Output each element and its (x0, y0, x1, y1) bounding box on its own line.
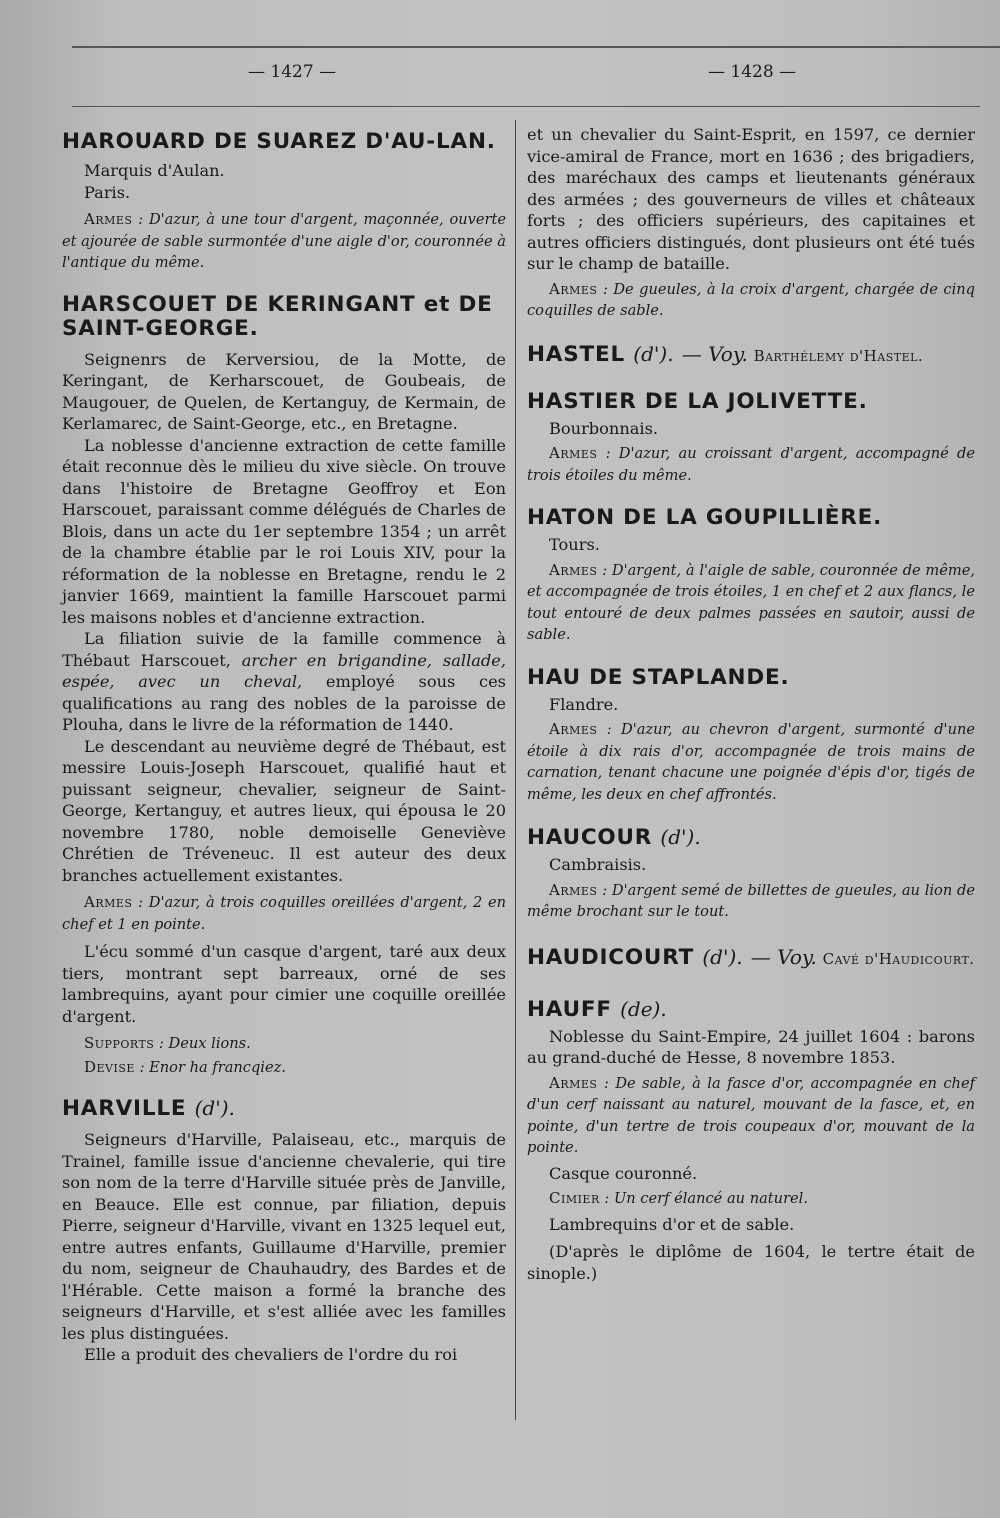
arms-blazon: : D'azur, au croissant d'argent, accompagné de trois étoiles du même. (527, 445, 975, 484)
arms-label: Armes (549, 560, 598, 579)
arms-blazon: : D'azur, à trois coquilles oreillées d'argent, 2 en chef et 1 en pointe. (62, 894, 507, 933)
paragraph-part: La filiation suivie de la famille commence à Thébaut Harscouet, (62, 629, 506, 670)
arms-blazon: : De gueules, à la croix d'argent, chargée de cinq coquilles de sable. (527, 280, 975, 319)
entry-line: Marquis d'Aulan. (84, 161, 225, 180)
header-rule (72, 106, 980, 107)
cimier-text (527, 1188, 975, 1210)
arms-label: Armes (84, 210, 133, 228)
arms-blazon: : D'azur, au chevron d'argent, surmonté d'une étoile à dix rais d'or, accompagnée de trois mains de carnation, tenant chacune une poignée d'épis d'or, tigés de même, les deux en chef affrontés. (527, 721, 976, 803)
continued-paragraph: et un chevalier du Saint-Esprit, en 1597, ce dernier vice-amiral de France, mort en 1636 ; des brigadiers, des maréchaux des camps et lieutenants généraux des armées ; des gouverneurs de villes et châteaux forts ; des officiers supérieurs, des capitaines et autres officiers distingués, dont plusieurs ont été tués sur le champ de bataille. (527, 125, 975, 273)
entry-harouard (62, 130, 506, 274)
entry-title: HARSCOUET DE KERINGANT et DE SAINT-GEORGE. (62, 291, 493, 341)
arms-text (62, 209, 506, 274)
entry-hau (527, 666, 975, 806)
entry-harville (62, 1096, 506, 1366)
paragraph (62, 628, 506, 736)
arms-blazon: : De sable, à la fasce d'or, accompagnée en chef d'un cerf naissant au naturel, mouvant de la fasce, et, en pointe, d'un tertre de trois coupeaux d'or, mouvant de la pointe. (527, 1074, 975, 1156)
voy-label: — Voy. (681, 341, 748, 366)
arms-text (62, 892, 506, 935)
top-rule (72, 46, 1000, 48)
entry-particle: (d'). (702, 944, 743, 969)
right-column (527, 125, 976, 1284)
paragraph-part: employé sous ces qualifications au rang des nobles de la paroisse de Plouha, dans le livre de la réformation de 1440. (62, 672, 506, 734)
entry-title (527, 945, 975, 971)
entry-title: HASTIER DE LA JOLIVETTE. (527, 388, 868, 414)
arms-label: Armes (549, 1073, 598, 1092)
arms-text (527, 279, 975, 322)
entry-particle: (de). (620, 996, 667, 1021)
devise-value: : Enor ha francqiez. (139, 1058, 286, 1076)
entry-title: HAU DE STAPLANDE. (527, 664, 790, 690)
paragraph: Le descendant au neuvième degré de Thébaut, est messire Louis-Joseph Harscouet, qualifié haut et puissant seigneur, chevalier, seigneur de Saint-George, Kertanguy, et autres lieux, qui épousa le 20 novembre 1780, noble demoiselle Geneviève Chrétien de Tréveneuc. Il est auteur des deux branches actuellement existantes. (62, 736, 506, 885)
entry-hastier (527, 390, 975, 487)
entry-particle: (d'). (660, 825, 701, 849)
entry-title (62, 1096, 506, 1121)
entry-name: HARVILLE (62, 1096, 187, 1121)
entry-haudicourt (527, 945, 975, 971)
entry-particle: (d'). (194, 1096, 235, 1120)
entry-particle: (d'). (633, 341, 674, 366)
paragraph-italic: archer en brigandine, sallade, espée, avec un cheval, (62, 650, 506, 691)
arms-label: Armes (84, 893, 133, 911)
paragraph: Seigneurs d'Harville, Palaiseau, etc., marquis de Trainel, famille issue d'ancienne chevalerie, qui tire son nom de la terre d'Harville située près de Janville, en Beauce. Elle est connue, par filiation, depuis Pierre, seigneur d'Harville, vivant en 1325 lequel eut, entre autres enfants, Guillaume d'Harville, premier du nom, seigneur de Chauhaudry, des Bardes et de l'Hérable. Cette maison a formé la branche des seigneurs d'Harville, et s'est alliée avec les familles les plus distinguées. (62, 1130, 506, 1343)
supports-text (62, 1033, 506, 1055)
entry-haucour (527, 825, 975, 923)
entry-hauff (527, 997, 975, 1285)
arms-label: Armes (549, 444, 598, 462)
arms-blazon: : D'argent, à l'aigle de sable, couronnée de même, et accompagnée de trois étoiles, 1 en chef et 2 aux flancs, le tout entouré de deux palmes passées en sautoir, aussi de sable. (527, 561, 976, 643)
cimier-label: Cimier (549, 1189, 600, 1207)
arms-label: Armes (549, 279, 598, 298)
voy-label: — Voy. (750, 944, 817, 969)
cimier-value: : Un cerf élancé au naturel. (604, 1190, 808, 1207)
left-column (62, 128, 506, 1366)
entry-title (527, 825, 975, 850)
paragraph: Elle a produit des chevaliers de l'ordre du roi (84, 1345, 458, 1364)
devise-label: Devise (84, 1057, 135, 1076)
entry-line: Cambraisis. (549, 855, 647, 874)
devise-text (62, 1057, 506, 1079)
arms-text (527, 1073, 975, 1159)
arms-text (527, 880, 975, 923)
entry-line: Tours. (549, 535, 600, 554)
entry-line: Flandre. (549, 694, 619, 714)
entry-name: HAUCOUR (527, 825, 653, 850)
entry-harscouet (62, 293, 506, 1079)
entry-title (527, 997, 975, 1022)
left-page-number: — 1427 — (248, 62, 337, 82)
entry-title (527, 342, 975, 368)
reference-name: Barthélemy d'Hastel. (753, 346, 924, 365)
entry-title: HATON DE LA GOUPILLIÈRE. (527, 505, 883, 530)
supports-label: Supports (84, 1034, 155, 1052)
reference-name: Cavé d'Haudicourt. (822, 949, 975, 968)
entry-line: Bourbonnais. (549, 418, 659, 438)
entry-line: Lambrequins d'or et de sable. (549, 1214, 795, 1234)
entry-hastel (527, 342, 975, 368)
entry-line: Paris. (84, 182, 131, 202)
cross-reference (750, 944, 975, 969)
entry-name: HAUFF (527, 996, 612, 1022)
entry-haton (527, 506, 975, 646)
supports-value: : Deux lions. (158, 1035, 251, 1052)
entry-line: Casque couronné. (549, 1163, 698, 1183)
arms-label: Armes (549, 880, 598, 899)
arms-label: Armes (549, 720, 598, 738)
arms-text (527, 443, 975, 486)
cross-reference (681, 341, 924, 366)
paragraph: L'écu sommé d'un casque d'argent, taré aux deux tiers, montrant sept barreaux, orné de ses lambrequins, ayant pour cimier une coquille oreillée d'argent. (62, 942, 506, 1026)
entry-name: HASTEL (527, 341, 625, 367)
arms-text (527, 719, 975, 805)
paragraph: Seignenrs de Kerversiou, de la Motte, de Keringant, de Kerharscouet, de Goubeais, de Maugouer, de Quelen, de Kertanguy, de Kermain, de Kerlamarec, de Saint-George, etc., en Bretagne. (62, 349, 506, 433)
paragraph: La noblesse d'ancienne extraction de cette famille était reconnue dès le milieu du xive siècle. On trouve dans l'histoire de Bretagne Geoffroy et Eon Harscouet, paraissant comme délégués de Charles de Blois, dans un acte du 1er septembre 1354 ; un arrêt de la chambre établie par le roi Louis XIV, pour la réformation de la noblesse en Bretagne, rendu le 2 janvier 1669, maintient la famille Harscouet parmi les maisons nobles et d'ancienne extraction. (62, 435, 506, 627)
arms-text (527, 560, 975, 646)
entry-title: HAROUARD DE SUAREZ D'AU-LAN. (62, 129, 496, 154)
arms-blazon: : D'azur, à une tour d'argent, maçonnée, ouverte et ajourée de sable surmontée d'une aigle d'or, couronnée à l'antique du même. (62, 211, 507, 271)
entry-name: HAUDICOURT (527, 944, 695, 970)
arms-blazon: : D'argent semé de billettes de gueules, au lion de même brochant sur le tout. (527, 881, 975, 920)
entry-line: (D'après le diplôme de 1604, le tertre était de sinople.) (527, 1242, 975, 1283)
paragraph: Noblesse du Saint-Empire, 24 juillet 1604 : barons au grand-duché de Hesse, 8 novembre 1853. (527, 1026, 975, 1067)
right-page-number: — 1428 — (708, 62, 797, 82)
column-divider (515, 120, 516, 1420)
